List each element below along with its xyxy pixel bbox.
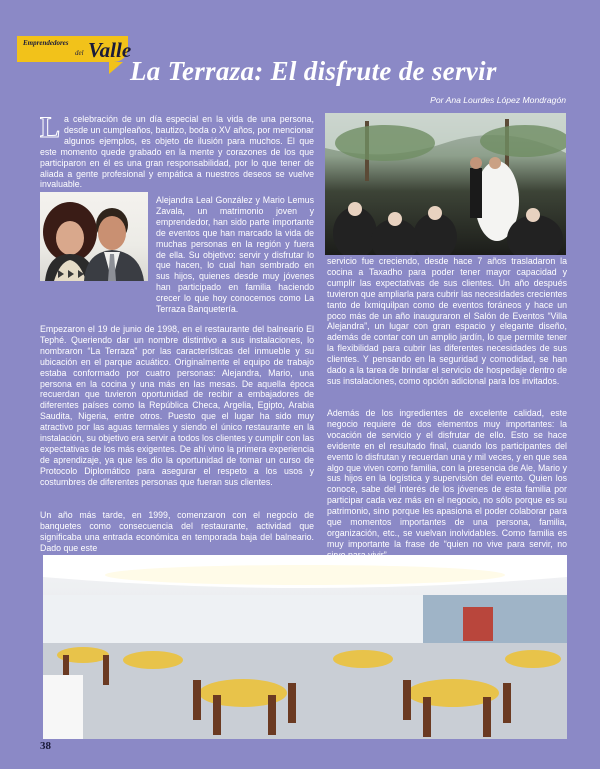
drop-cap: L xyxy=(40,111,61,144)
owners-paragraph xyxy=(156,195,314,315)
owners-photo xyxy=(40,192,148,281)
section-tag xyxy=(17,36,132,62)
article-byline: Por Ana Lourdes López Mondragón xyxy=(430,95,566,105)
event-hall-photo xyxy=(43,555,567,739)
intro-paragraph xyxy=(40,111,314,190)
values-paragraph: Además de los ingredientes de excelente calidad, este negocio requiere de dos elementos muy importantes: la vocación de servicio y el disfrutar de ello. Esto se hace evidente en el resultado final, cuando los participantes del evento lo disfrutan y recuerdan una y mil veces, y en que sea algo que viven como familia, con la presencia de Ale, Mario y sus hijos en la logística y supervisión del evento. Quien los conoce, sabe del interés de los jóvenes de esta familia por participar cada vez más en el negocio, no sólo porque es su patrimonio, sino porque les apasiona el poder colaborar para que momentos importantes de una persona, familia, organización, etc., se vuelvan inolvidables. Como familia es muy importante la frase de “quien no vive para servir, no xyxy=(327,408,567,549)
article-title: La Terraza: El disfrute de servir xyxy=(130,56,497,86)
page-number: 38 xyxy=(40,740,51,752)
owners-text: Alejandra Leal González y Mario Lemus Zavala, un matrimonio joven y emprendedor, han sido parte importante de eventos que han marcado la vida de muchas personas en la región y fuera de ella. Su objetivo: servir y disfrutar lo que hacen, lo cual han sembrado en sus hijos, quienes desde muy jóvenes han participado en familia haciendo crecer lo que hoy conocemos como La Terraza Banquetería. xyxy=(156,195,314,315)
wedding-photo xyxy=(325,113,566,255)
section-tag-small: Emprendedores xyxy=(23,39,69,47)
banquets-paragraph: Un año más tarde, en 1999, comenzaron con el negocio de banquetes como consecuencia del restaurante, actividad que significaba una entrada económica en temporada baja del balneario. Dado que este xyxy=(40,510,314,553)
section-tag-big: Valle xyxy=(88,38,132,62)
intro-text: a celebración de un día especial en la vida de una persona, desde un cumpleaños, bautizo, boda o XV años, por mencionar algunos ejemplos, es objeto de ilusión para muchos. El que este momento quede grabado en la mente y corazones de los que participaron en él es una gran responsabilidad, por lo que tener de aliada a gente profesional y empática a nuestros deseos se vuelve invaluable. xyxy=(40,114,314,190)
wedding-photo-image xyxy=(325,113,566,255)
owners-photo-image xyxy=(40,192,148,281)
growth-paragraph: servicio fue creciendo, desde hace 7 años trasladaron la cocina a Taxadho para poder tener mayor capacidad y cumplir las expectativas de sus clientes. Un año después tuvieron que ampliarla para cubrir las necesidades crecientes tanto de Ixmiquilpan como de eventos foráneos y hace un poco más de un año inauguraron el Salón de Eventos “Villa Alejandra”, un lugar con gran espacio y elegante diseño, además de contar con un amplio jardín, lo que permite tener la flexibilidad para cubrir las diferentes necesidades de sus clientes. Y pensando en la seguridad y comodidad, se han dado a la tarea de brindar el servicio de hospedaje dentro de sus instalaciones, como opción adicional para los invitados. xyxy=(327,256,567,386)
section-tag-del: del xyxy=(75,49,84,57)
history-paragraph: Empezaron el 19 de junio de 1998, en el restaurante del balneario El Tephé. Queriendo dar un nombre distintivo a sus instalaciones, lo nombraron “La Terraza” por las características del inmueble y su ubicación en el parque acuático. Originalmente el equipo de trabajo estaba conformado por cuatro personas: Alejandra, Mario, una persona en la cocina y una más en las mesas. De aquella época recuerdan que tuvieron oportunidad de recibir a embajadores de diferentes países como la República Checa, Argelia, Egipto, Arabia Saudita, Nigeria, entre otros. Puesto que el lugar ha sido muy atractivo por las aguas termales y siendo el único restaurante en la instalación, su objetivo era servir a todos los clientes y cumplir con las expectativas de los más exigentes. De ahí vino la primera experiencia de aprendizaje, ya que les dio la oportunidad de tomar un curso de Protocolo Diplomático para asegurar el respeto a los usos y costumbres de diferentes personas que fueran sus clientes. xyxy=(40,324,314,487)
event-hall-photo-image xyxy=(43,555,567,739)
